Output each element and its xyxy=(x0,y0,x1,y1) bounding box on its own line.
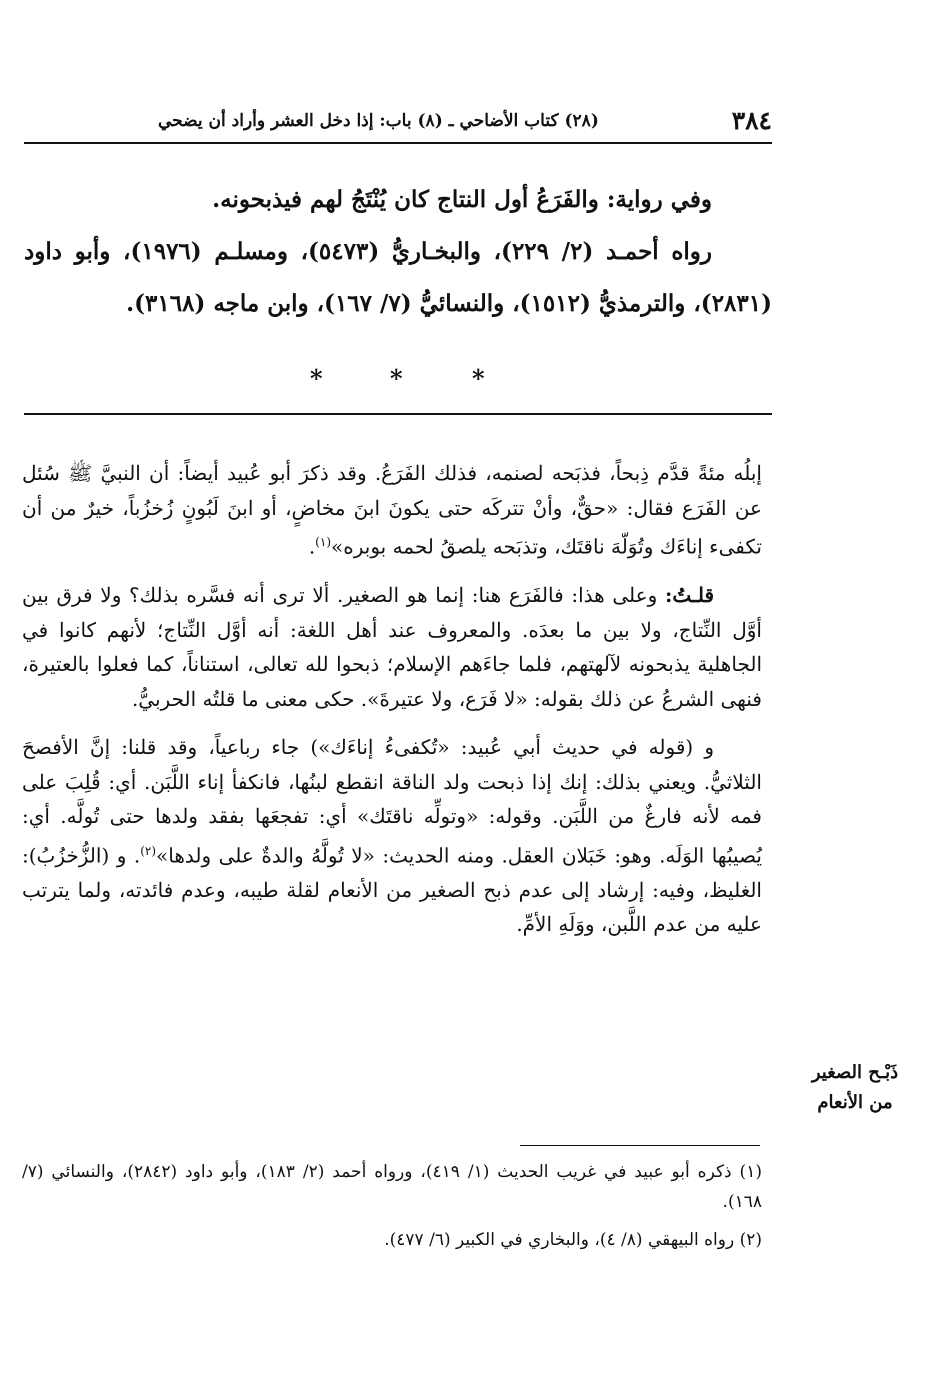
commentary-paragraph xyxy=(22,730,762,942)
header-divider xyxy=(24,142,772,144)
footnote: (٢) رواه البيهقي (٨/ ٤)، والبخاري في الكبير (٦/ ٤٧٧). xyxy=(384,1230,762,1250)
commentary-text xyxy=(22,456,762,942)
running-header xyxy=(24,106,772,142)
paragraph-text: إبلُه مئةً قدَّم ذِبحاً، فذبَحه لصنمه، فذلك الفَرَعُ. وقد ذكرَ أبو عُبيد أيضاً: أن النبيَّ ﷺ سُئل عن الفَرَع فقال: «حقٌّ، وأنْ تتركَه حتى يكونَ ابنَ مخاضٍ، أو ابنَ لَبُونٍ زُخزُباً، خيرٌ من أن تكفىء إناءَك وتُوَلّهَ ناقتَك، وتذبَحه يلصقُ لحمه بوبره» xyxy=(22,461,762,559)
star-glyph: * xyxy=(472,364,485,393)
running-title: (٢٨) كتاب الأضاحي ـ (٨) باب: إذا دخل العشر وأراد أن يضحي xyxy=(158,111,599,131)
star-glyph: * xyxy=(390,364,403,393)
paragraph-text: و (قوله في حديث أبي عُبيد: «تُكفىءُ إناءَك») جاء رباعياً، وقد قلنا: إنَّ الأفصحَ الثلاثيُّ. ويعني بذلك: إنك إذا ذبحت ولد الناقة انقطع لبنُها، فانكفأ إناء اللَّبَن. أي: قُلِبَ على فمه لأنه فارغٌ من اللَّبَن. وقوله: «وتولِّه ناقتَك» أي: تفجعَها بفقد ولدها حتى تُولَّه. أي: يُصيبُها الوَلَه. وهو: خَبَلان العقل. ومنه الحديث: «لا تُولَّهُ والدةٌ على ولدها» xyxy=(22,735,762,868)
page-number: ٣٨٤ xyxy=(731,106,772,135)
hadith-text xyxy=(24,174,772,330)
footnotes xyxy=(22,1157,762,1263)
commentary-paragraph: إبلُه مئةً قدَّم ذِبحاً، فذبَحه لصنمه، فذلك الفَرَعُ. وقد ذكرَ أبو عُبيد أيضاً: أن النبيَّ ﷺ سُئل عن الفَرَع فقال: «حقٌّ، وأنْ تتركَه حتى يكونَ ابنَ مخاضٍ، أو ابنَ لَبُونٍ زُخزُباً، خيرٌ من أن تكفىء إناءَك وتُوَلّهَ ناقتَك، وتذبَحه يلصقُ لحمه بوبره»$^{(١)}$. xyxy=(22,461,762,559)
paragraph-text: وعلى هذا: فالفَرَع هنا: إنما هو الصغير. ألا ترى أنه فسَّره بذلك؟ ولا فرق بين أوَّل النِّتاج، ولا بين ما بعدَه. والمعروف عند أهل اللغة: أنه أوَّل النِّتاج؛ لأنهم كانوا في الجاهلية يذبحونه لآلهتهم، فلما جاءَهم الإسلام؛ ذبحوا لله تعالى، استناناً، كما فعلوا بالعتيرة، فنهى الشرعُ عن ذلك بقوله: «لا فَرَع، ولا عتيرةَ». حكى معنى ما قلتُه الحربيُّ. xyxy=(22,583,762,711)
paragraph-lead: قلـتُ: xyxy=(664,583,714,608)
footnote: (١) ذكره أبو عبيد في غريب الحديث (١/ ٤١٩)، ورواه أحمد (٢/ ١٨٣)، وأبو داود (٢٨٤٢)، والنسائي (٧/ ١٦٨). xyxy=(22,1162,762,1212)
takhrij-paragraph: رواه أحمـد (٢/ ٢٢٩)، والبخـاريُّ (٥٤٧٣)، ومسلـم (١٩٧٦)، وأبو داود (٢٨٣١)، والترمذيُّ (١٥١٢)، والنسائيُّ (٧/ ١٦٧)، وابن ماجه (٣١٦٨). xyxy=(24,238,772,317)
star-glyph: * xyxy=(310,364,323,393)
margin-note-line: ذَبْـح الصغير xyxy=(811,1062,899,1083)
section-separator-stars xyxy=(300,364,500,394)
margin-note xyxy=(790,1058,920,1118)
commentary-paragraph xyxy=(22,578,762,716)
commentary-divider xyxy=(24,413,772,415)
footnote-divider xyxy=(520,1145,760,1146)
margin-note-line: من الأنعام xyxy=(817,1092,893,1113)
riwaya-line: وفي رواية: والفَرَعُ أول النتاج كان يُنْتَجُ لهم فيذبحونه. xyxy=(212,186,712,213)
footnote-marker: (٢) xyxy=(140,843,157,858)
footnote-marker: (١) xyxy=(315,535,331,549)
paragraph-text: . و (الزُّخزُبُ): الغليظ، وفيه: إرشاد إلى عدم ذبح الصغير من الأنعام لقلة طيبه، وعدم فائدته، ولما يترتب عليه من عدم اللَّبن، ووَلَهِ الأمِّ. xyxy=(22,843,762,937)
